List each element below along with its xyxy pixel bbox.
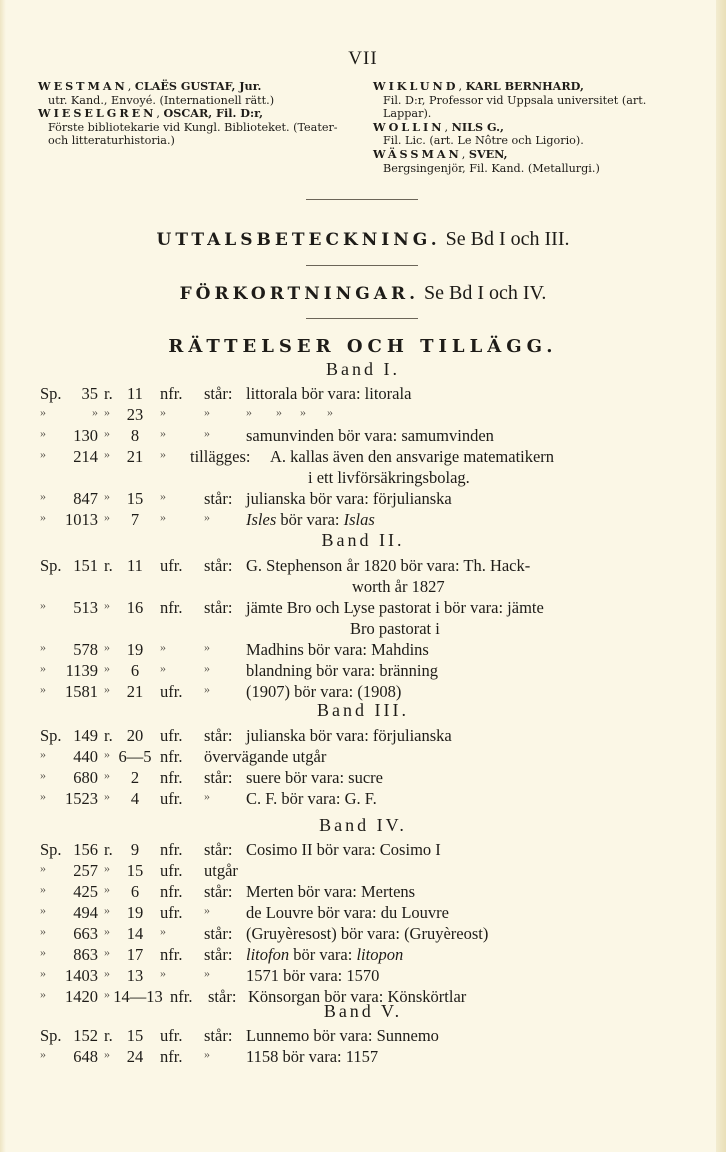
ditto-mark: »: [204, 903, 210, 917]
correct-term: Islas: [343, 510, 375, 529]
correction-text-continuation: Bro pastorat i: [350, 619, 440, 638]
ditto-mark: »: [40, 924, 46, 938]
ditto-mark: »: [40, 1047, 46, 1061]
sp-label: Sp.: [40, 1026, 62, 1045]
line-position: nfr.: [160, 384, 183, 403]
ditto-mark: »: [204, 966, 210, 980]
correction-text: (1907) bör vara: (1908): [246, 682, 402, 701]
contributor-given: KARL BERNHARD,: [465, 79, 584, 93]
ditto-mark: »: [40, 489, 46, 503]
errata-row: [40, 768, 680, 789]
line-position: ufr.: [160, 903, 183, 922]
errata-row: [40, 426, 680, 447]
page-ref: 1581: [65, 682, 98, 701]
line-position: ufr.: [160, 556, 183, 575]
section-heading-uttalsbeteckning: [0, 228, 726, 251]
correction-verb: står:: [204, 598, 233, 617]
line-position: nfr.: [160, 1047, 183, 1066]
line-position: nfr.: [160, 945, 183, 964]
errata-row: [40, 510, 680, 531]
contributor-entry: [373, 121, 678, 148]
contributor-list: [38, 80, 678, 175]
ditto-mark: »: [104, 489, 110, 503]
correction-verb: står:: [204, 768, 233, 787]
line-position: ufr.: [160, 1026, 183, 1045]
line-position: ufr.: [160, 726, 183, 745]
correction-text: suere bör vara: sucre: [246, 768, 383, 787]
heading-rest: Se Bd I och III.: [440, 228, 570, 250]
section-heading-rattelser: [0, 335, 726, 358]
errata-row: [40, 661, 680, 682]
page-ref: 257: [73, 861, 98, 880]
ditto-mark: »: [40, 426, 46, 440]
line-position: ufr.: [160, 789, 183, 808]
contributor-surname: WOLLIN: [373, 119, 445, 134]
correction-text: Könsorgan bör vara: Könskörtlar: [248, 987, 467, 1006]
correction-text: 1158 bör vara: 1157: [246, 1047, 379, 1066]
contributor-entry: [38, 80, 343, 107]
ditto-mark: »: [104, 598, 110, 612]
errata-row: [40, 1026, 680, 1047]
band-heading: Band IV.: [319, 815, 407, 835]
page-edge-right: [716, 0, 726, 1152]
contributor-given: CLAËS GUSTAF, Jur.: [134, 79, 262, 93]
ditto-mark: »: [40, 882, 46, 896]
heading-rest: Se Bd I och IV.: [419, 282, 547, 304]
contributor-entry: [373, 148, 678, 175]
ditto-mark: »: [104, 661, 110, 675]
ditto-mark: »: [40, 598, 46, 612]
line-ref: 6: [130, 661, 140, 680]
ditto-mark: »: [204, 682, 210, 696]
contributor-given: NILS G.,: [451, 119, 504, 134]
ditto-mark: »: [104, 987, 110, 1001]
ditto-marks: » » » »: [246, 405, 333, 419]
correction-text: julianska bör vara: förjulianska: [246, 726, 452, 745]
line-ref: 15: [126, 1026, 144, 1045]
ditto-mark: »: [104, 1047, 110, 1061]
correction-text: Merten bör vara: Mertens: [246, 882, 416, 901]
ditto-mark: »: [104, 405, 110, 419]
errata-row: [40, 489, 680, 510]
page-ref: 680: [73, 768, 98, 787]
errata-row: [40, 747, 680, 768]
line-ref: 7: [130, 510, 140, 529]
errata-list-band-5: [40, 1026, 680, 1068]
ditto-mark: »: [160, 924, 166, 938]
correct-term: litopon: [356, 945, 404, 964]
contributor-entry: [38, 107, 343, 148]
ditto-mark: »: [40, 747, 46, 761]
contributor-surname: WIESELGREN: [38, 106, 157, 121]
page-ref: 648: [73, 1047, 98, 1066]
contributor-desc: utr. Kand., Envoyé. (Internationell rätt.): [48, 93, 275, 107]
ditto-mark: »: [160, 447, 166, 461]
page-ref: 35: [81, 384, 98, 403]
ditto-mark: »: [40, 903, 46, 917]
line-ref: 17: [126, 945, 144, 964]
divider-rule: [306, 199, 418, 200]
ditto-mark: »: [40, 768, 46, 782]
line-ref: 6—5: [118, 747, 152, 766]
wrong-term: litofon: [246, 945, 290, 964]
errata-row-continuation: [40, 468, 680, 489]
band-heading: Band I.: [326, 359, 400, 379]
separator: ,: [461, 147, 469, 161]
line-position: nfr.: [160, 840, 183, 859]
ditto-mark: »: [40, 789, 46, 803]
line-ref: 21: [126, 682, 144, 701]
ditto-mark: »: [40, 405, 46, 419]
errata-row: [40, 945, 680, 966]
correction-text: de Louvre bör vara: du Louvre: [246, 903, 449, 922]
band-heading: Band III.: [317, 700, 409, 720]
errata-list-band-4: [40, 840, 680, 1008]
line-ref: 6: [130, 882, 140, 901]
separator: ,: [444, 120, 452, 134]
row-label: r.: [104, 556, 113, 575]
contributor-given: SVEN,: [468, 146, 508, 161]
correction-text: G. Stephenson år 1820 bör vara: Th. Hack-: [246, 556, 531, 575]
line-position: nfr.: [160, 747, 183, 766]
page-ref: 425: [73, 882, 98, 901]
page-ref: 863: [73, 945, 98, 964]
ditto-mark: »: [104, 747, 110, 761]
heading-caps: RÄTTELSER OCH TILLÄGG.: [168, 336, 558, 357]
divider-rule: [306, 318, 418, 319]
page-ref: 513: [73, 598, 98, 617]
contributor-surname: WIKLUND: [373, 79, 459, 93]
page-ref: 214: [73, 447, 98, 466]
contributor-surname: WÄSSMAN: [373, 146, 462, 161]
errata-row: [40, 384, 680, 405]
ditto-mark: »: [104, 640, 110, 654]
line-ref: 24: [126, 1047, 144, 1066]
correction-text-continuation: i ett livförsäkringsbolag.: [308, 468, 470, 487]
correction-verb: står:: [204, 924, 233, 943]
line-position: nfr.: [170, 987, 193, 1006]
ditto-mark: »: [104, 510, 110, 524]
ditto-mark: »: [160, 426, 166, 440]
page-ref: 1403: [65, 966, 98, 985]
line-position: nfr.: [160, 768, 183, 787]
correction-text: (Gruyèresost) bör vara: (Gruyèreost): [246, 924, 489, 943]
ditto-mark: »: [104, 426, 110, 440]
ditto-mark: »: [104, 966, 110, 980]
correction-text: littorala bör vara: litorala: [246, 384, 412, 403]
errata-row: [40, 447, 680, 468]
page-ref: 156: [73, 840, 98, 859]
ditto-mark: »: [104, 789, 110, 803]
contributor-desc: Fil. Lic. (art. Le Nôtre och Ligorio).: [383, 134, 584, 148]
ditto-mark: »: [204, 510, 210, 524]
ditto-mark: »: [204, 426, 210, 440]
line-ref: 9: [130, 840, 140, 859]
line-ref: 15: [126, 489, 144, 508]
correction-text: C. F. bör vara: G. F.: [246, 789, 377, 808]
contributor-column-right: [373, 80, 678, 175]
line-ref: 14—13: [113, 987, 163, 1006]
errata-row: [40, 1047, 680, 1068]
errata-row-continuation: [40, 619, 680, 640]
page-ref: 663: [73, 924, 98, 943]
ditto-mark: »: [40, 966, 46, 980]
page-ref: 440: [73, 747, 98, 766]
page-number: VII: [348, 48, 378, 69]
errata-row: [40, 556, 680, 577]
line-ref: 11: [127, 556, 143, 575]
band-heading: Band V.: [323, 1001, 403, 1021]
contributor-entry: [373, 80, 678, 121]
page-ref: 149: [73, 726, 98, 745]
correction-text: samunvinden bör vara: samumvinden: [246, 426, 494, 445]
line-ref: 4: [130, 789, 140, 808]
errata-row: [40, 598, 680, 619]
line-ref: 15: [126, 861, 144, 880]
ditto-mark: »: [40, 987, 46, 1001]
contributor-desc: Bergsingenjör, Fil. Kand. (Metallurgi.): [383, 161, 600, 175]
ditto-mark: »: [104, 447, 110, 461]
correction-text: övervägande utgår: [204, 747, 327, 766]
correction-verb: står:: [204, 384, 233, 403]
page-ref: 1139: [65, 661, 98, 680]
line-ref: 21: [126, 447, 144, 466]
ditto-mark: »: [204, 640, 210, 654]
correction-verb: utgår: [204, 861, 238, 880]
errata-row: [40, 726, 680, 747]
page-ref: 152: [73, 1026, 98, 1045]
ditto-mark: »: [92, 405, 98, 419]
ditto-mark: »: [204, 661, 210, 675]
ditto-mark: »: [104, 768, 110, 782]
page-ref: 151: [73, 556, 98, 575]
line-position: nfr.: [160, 598, 183, 617]
contributor-given: OSCAR, Fil. D:r,: [163, 106, 264, 121]
band-heading: Band II.: [321, 530, 405, 550]
ditto-mark: »: [104, 903, 110, 917]
row-label: r.: [104, 726, 113, 745]
heading-caps: UTTALSBETECKNING.: [156, 230, 441, 250]
sp-label: Sp.: [40, 726, 62, 745]
line-ref: 13: [126, 966, 144, 985]
line-ref: 23: [126, 405, 144, 424]
correction-verb: står:: [204, 489, 233, 508]
errata-row: [40, 924, 680, 945]
section-heading-forkortningar: [0, 282, 726, 305]
ditto-mark: »: [160, 661, 166, 675]
line-position: ufr.: [160, 861, 183, 880]
ditto-mark: »: [104, 682, 110, 696]
correction-text: A. kallas även den ansvarige matematikern: [270, 447, 555, 466]
correction-verb: står:: [204, 556, 233, 575]
contributor-desc: Förste bibliotekarie vid Kungl. Biblioteket. (Teater- och litteraturhistoria.): [48, 120, 338, 148]
ditto-mark: »: [104, 945, 110, 959]
line-ref: 8: [130, 426, 140, 445]
line-ref: 19: [126, 640, 144, 659]
sp-label: Sp.: [40, 556, 62, 575]
ditto-mark: »: [204, 1047, 210, 1061]
errata-row: [40, 640, 680, 661]
ditto-mark: »: [104, 924, 110, 938]
errata-row: [40, 903, 680, 924]
page-ref: 130: [73, 426, 98, 445]
ditto-mark: »: [160, 405, 166, 419]
page-ref: 1420: [65, 987, 98, 1006]
ditto-mark: »: [40, 640, 46, 654]
correction-verb: står:: [204, 882, 233, 901]
ditto-mark: »: [204, 789, 210, 803]
correction-text: Madhins bör vara: Mahdins: [246, 640, 429, 659]
row-label: r.: [104, 840, 113, 859]
correction-text: Lunnemo bör vara: Sunnemo: [246, 1026, 439, 1045]
errata-list-band-2: [40, 556, 680, 703]
divider-rule: [306, 265, 418, 266]
errata-list-band-3: [40, 726, 680, 810]
contributor-column-left: [38, 80, 343, 175]
correction-text: 1571 bör vara: 1570: [246, 966, 380, 985]
ditto-mark: »: [160, 510, 166, 524]
separator: ,: [156, 107, 164, 121]
correction-text: blandning bör vara: bränning: [246, 661, 438, 680]
correction-text: Cosimo II bör vara: Cosimo I: [246, 840, 441, 859]
correction-verb: står:: [204, 1026, 233, 1045]
errata-row: [40, 840, 680, 861]
correction-verb: står:: [208, 987, 237, 1006]
page-ref: 494: [73, 903, 98, 922]
ditto-mark: »: [160, 640, 166, 654]
row-label: r.: [104, 1026, 113, 1045]
correction-connector: bör vara:: [276, 510, 344, 529]
correction-text: julianska bör vara: förjulianska: [246, 489, 452, 508]
sp-label: Sp.: [40, 384, 62, 403]
line-ref: 14: [126, 924, 144, 943]
correction-text: [246, 945, 403, 965]
line-ref: 16: [126, 598, 144, 617]
correction-verb: står:: [204, 840, 233, 859]
correction-text: jämte Bro och Lyse pastorat i bör vara: jämte: [246, 598, 544, 617]
correction-text-continuation: worth år 1827: [352, 577, 445, 596]
ditto-mark: »: [104, 882, 110, 896]
errata-row: [40, 966, 680, 987]
ditto-mark: »: [104, 861, 110, 875]
contributor-surname: WESTMAN: [38, 79, 128, 93]
ditto-mark: »: [40, 682, 46, 696]
line-ref: 2: [130, 768, 140, 787]
contributor-desc: Fil. D:r, Professor vid Uppsala universitet (art. Lappar).: [383, 93, 647, 121]
page-edge-left: [0, 0, 6, 1152]
heading-caps: FÖRKORTNINGAR.: [179, 284, 419, 304]
errata-row-continuation: [40, 577, 680, 598]
errata-row: [40, 861, 680, 882]
correction-verb: står:: [204, 726, 233, 745]
ditto-mark: »: [40, 945, 46, 959]
errata-row: [40, 405, 680, 426]
ditto-mark: »: [204, 405, 210, 419]
correction-verb: tillägges:: [190, 447, 251, 466]
page-ref: 578: [73, 640, 98, 659]
line-ref: 20: [126, 726, 144, 745]
line-ref: 11: [127, 384, 143, 403]
page-ref: 1523: [65, 789, 98, 808]
line-ref: 19: [126, 903, 144, 922]
separator: ,: [127, 80, 135, 93]
line-position: ufr.: [160, 682, 183, 701]
correction-verb: står:: [204, 945, 233, 964]
page-ref: 847: [73, 489, 98, 508]
sp-label: Sp.: [40, 840, 62, 859]
line-position: nfr.: [160, 882, 183, 901]
ditto-mark: »: [40, 510, 46, 524]
ditto-mark: »: [40, 661, 46, 675]
page-ref: 1013: [65, 510, 98, 529]
ditto-mark: »: [40, 861, 46, 875]
correction-text: [246, 510, 375, 530]
errata-row: [40, 789, 680, 810]
errata-row: [40, 882, 680, 903]
ditto-mark: »: [40, 447, 46, 461]
ditto-mark: »: [160, 489, 166, 503]
wrong-term: Isles: [246, 510, 277, 529]
ditto-mark: »: [160, 966, 166, 980]
separator: ,: [458, 80, 466, 93]
errata-list-band-1: [40, 384, 680, 531]
row-label: r.: [104, 384, 113, 403]
correction-connector: bör vara:: [289, 945, 357, 964]
